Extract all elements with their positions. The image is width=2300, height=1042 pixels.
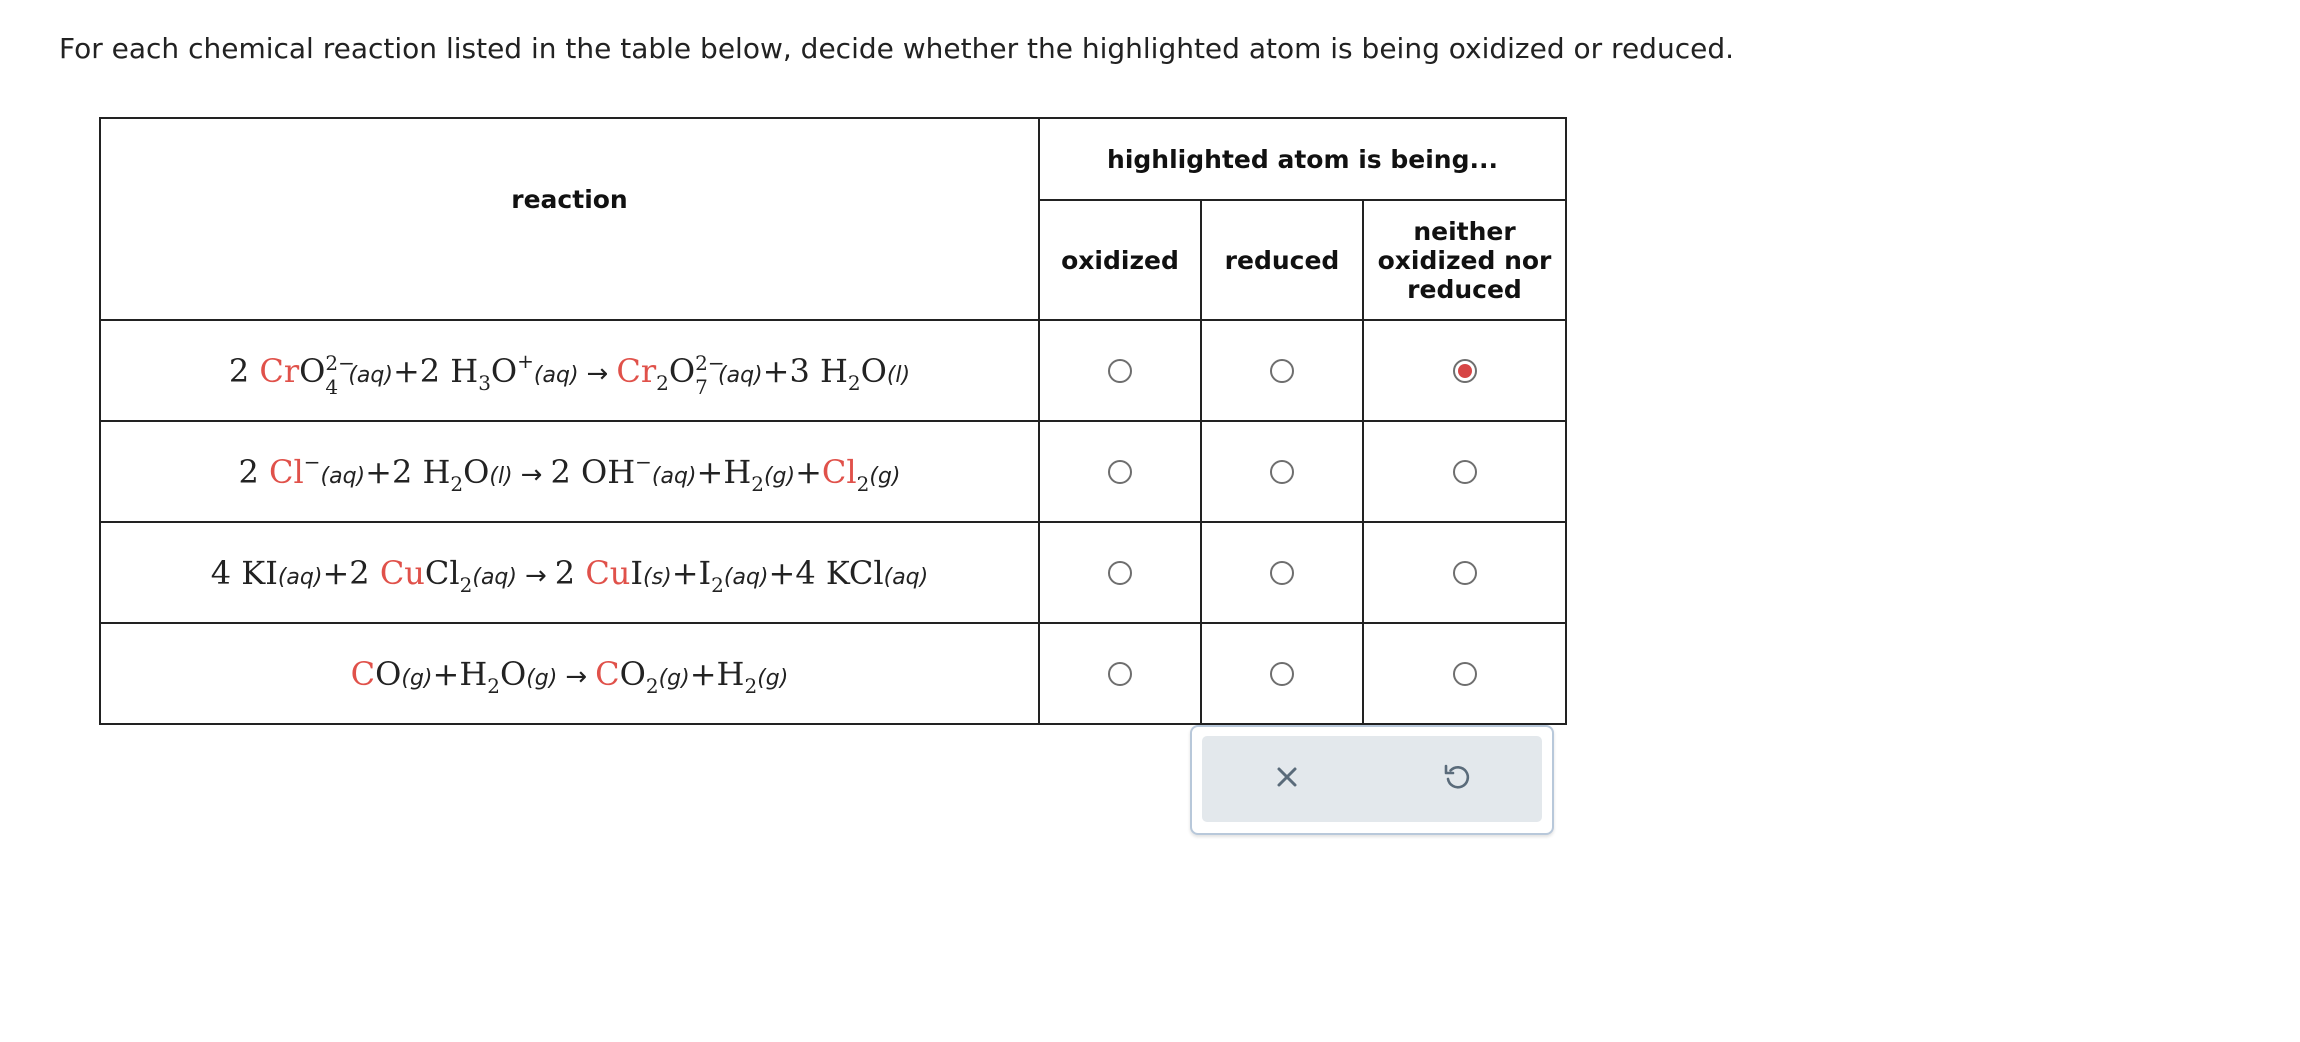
action-bar — [1202, 736, 1542, 822]
radio-reduced[interactable] — [1270, 359, 1294, 383]
table-row — [100, 421, 1566, 522]
option-cell-oxidized — [1039, 623, 1201, 724]
option-cell-reduced — [1201, 421, 1363, 522]
group-header: highlighted atom is being... — [1039, 118, 1566, 200]
table-row — [100, 320, 1566, 421]
table-row — [100, 623, 1566, 724]
reaction-column-header: reaction — [100, 118, 1039, 320]
clear-button[interactable] — [1202, 736, 1372, 822]
radio-neither[interactable] — [1453, 460, 1477, 484]
table-row — [100, 522, 1566, 623]
radio-reduced[interactable] — [1270, 561, 1294, 585]
radio-reduced[interactable] — [1270, 460, 1294, 484]
radio-reduced[interactable] — [1270, 662, 1294, 686]
option-header-oxidized: oxidized — [1039, 200, 1201, 320]
option-cell-neither — [1363, 320, 1566, 421]
radio-neither[interactable] — [1453, 662, 1477, 686]
radio-neither[interactable] — [1453, 561, 1477, 585]
option-cell-reduced — [1201, 522, 1363, 623]
reaction-equation: 2 CrO 2− 4 (aq)+2 $H_3O^+(aq) \to Cr_2O$ 2− 7 (aq)+3 $H_2O(l)$ — [100, 320, 1039, 421]
option-cell-oxidized — [1039, 320, 1201, 421]
option-header-neither: neither oxidized nor reduced — [1363, 200, 1566, 320]
reaction-equation: 4 KI(aq)+2 CuCl$_2$(aq) → 2 $CuI(s)+I_2(aq)+4$ KCl(aq) — [100, 522, 1039, 623]
reaction-table — [99, 117, 1567, 725]
option-header-reduced: reduced — [1201, 200, 1363, 320]
radio-oxidized[interactable] — [1108, 561, 1132, 585]
question-prompt: For each chemical reaction listed in the table below, decide whether the highlighted atom is being oxidized or reduced. — [59, 32, 1734, 65]
reaction-equation: 2 Cl−(aq)+2 $H_2O(l) \to 2$ $OH^-(aq)+H_2(g)+Cl_2(g)$ — [100, 421, 1039, 522]
close-icon — [1272, 762, 1302, 796]
undo-icon — [1440, 760, 1474, 798]
radio-oxidized[interactable] — [1108, 662, 1132, 686]
option-cell-oxidized — [1039, 421, 1201, 522]
reaction-equation: $CO(g)+H_2O(g) \to CO_2(g)+H_2(g)$ — [100, 623, 1039, 724]
option-cell-neither — [1363, 522, 1566, 623]
option-cell-reduced — [1201, 623, 1363, 724]
option-cell-reduced — [1201, 320, 1363, 421]
undo-button[interactable] — [1372, 736, 1542, 822]
radio-oxidized[interactable] — [1108, 359, 1132, 383]
option-cell-neither — [1363, 623, 1566, 724]
radio-neither-selected[interactable] — [1453, 359, 1477, 383]
radio-oxidized[interactable] — [1108, 460, 1132, 484]
option-cell-neither — [1363, 421, 1566, 522]
answer-actions-panel — [1190, 725, 1554, 835]
option-cell-oxidized — [1039, 522, 1201, 623]
